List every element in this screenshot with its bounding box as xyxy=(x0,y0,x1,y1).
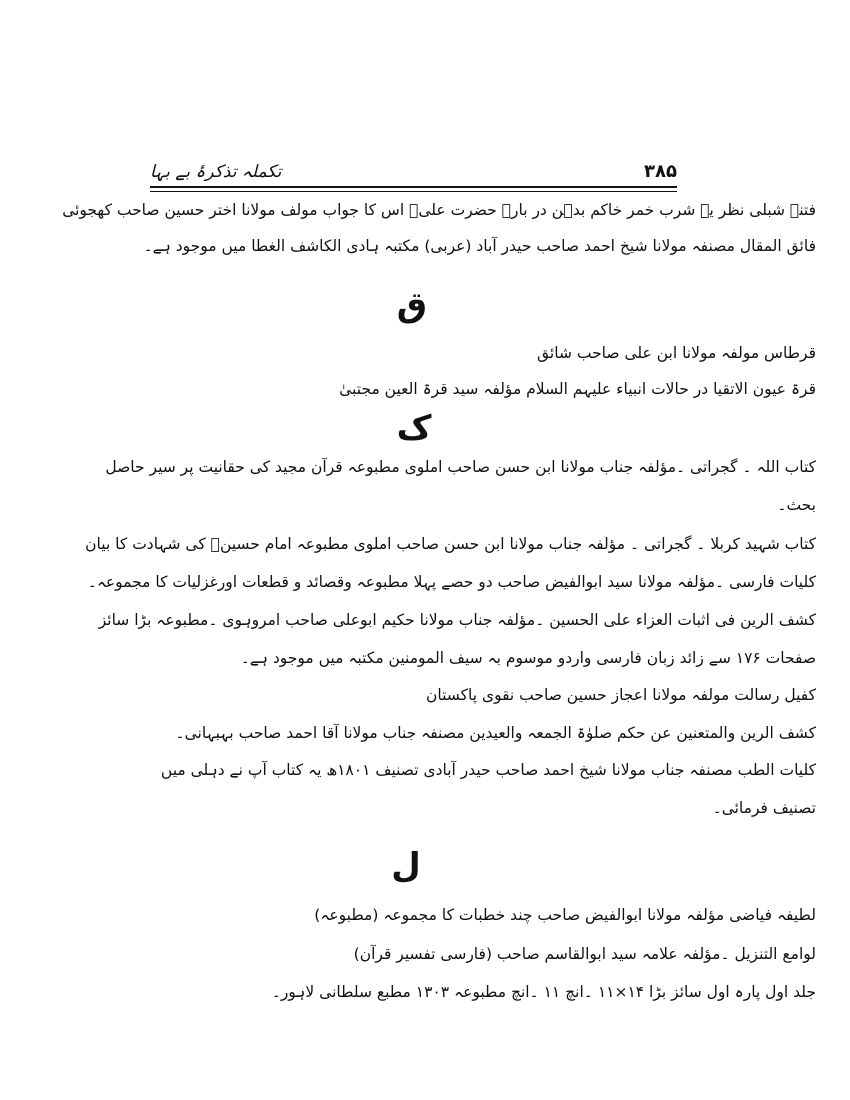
text-line: قرۃ عیون الاتقیا در حالات انبیاء علیہم السلام مؤلفہ سید قرۃ العین مجتبیٰ xyxy=(339,380,816,398)
text-line: لوامع التنزیل ۔مؤلفہ علامہ سید ابوالقاسم صاحب (فارسی تفسیر قرآن) xyxy=(353,945,816,963)
section-letter-kaf: ک xyxy=(396,408,432,448)
running-title: تکملہ تذکرۂ بے بہا xyxy=(150,162,282,182)
section-letter-lam: ل xyxy=(391,846,421,886)
page-number: ۳۸۵ xyxy=(644,161,677,182)
text-line: کتاب شہید کربلا ۔ گجراتی ۔ مؤلفہ جناب مولانا ابن حسن صاحب املوی مطبوعہ امام حسینؑ کی شہادت کا بیان xyxy=(85,535,816,553)
text-line: فائق المقال مصنفہ مولانا شیخ احمد صاحب حیدر آباد (عربی) مکتبہ ہادی الکاشف الغطا میں موجود ہے۔ xyxy=(143,237,816,255)
header-rule-thick xyxy=(150,186,677,188)
text-line: کلیات فارسی ۔مؤلفہ مولانا سید ابوالفیض صاحب دو حصے پہلا مطبوعہ وقصائد و قطعات اورغزلیات کا مجموعہ۔ xyxy=(87,573,816,591)
text-line: کفیل رسالت مولفہ مولانا اعجاز حسین صاحب نقوی پاکستان xyxy=(426,686,816,704)
text-line: لطیفہ فیاضی مؤلفہ مولانا ابوالفیض صاحب چند خطبات کا مجموعہ (مطبوعہ) xyxy=(314,906,816,924)
text-line: بحث۔ xyxy=(777,496,816,514)
text-line: کلیات الطب مصنفہ جناب مولانا شیخ احمد صاحب حیدر آبادی تصنیف ۱۸۰۱ھ یہ کتاب آپ نے دہلی میں xyxy=(160,761,816,779)
text-line: کشف الرین والمتعنین عن حکم صلوٰۃ الجمعہ والعیدین مصنفہ جناب مولانا آقا احمد صاحب بہبہانی۔ xyxy=(175,724,816,742)
text-line: جلد اول پارہ اول سائز بڑا ۱۴×۱۱ ۔انچ ۱۱ ۔انچ مطبوعہ ۱۳۰۳ مطبع سلطانی لاہور۔ xyxy=(271,983,816,1001)
text-line: تصنیف فرمائی۔ xyxy=(712,799,816,817)
text-line: کتاب اللہ ۔ گجراتی ۔مؤلفہ جناب مولانا ابن حسن صاحب املوی مطبوعہ قرآن مجید کی حقانیت پر سیر حاصل xyxy=(105,458,816,476)
header-rule-thin xyxy=(150,191,677,192)
text-line: صفحات ۱۷۶ سے زائد زبان فارسی واردو موسوم بہ سیف المومنین مکتبہ میں موجود ہے۔ xyxy=(240,649,816,667)
section-letter-qaf: ق xyxy=(396,285,428,325)
text-line: فتنۂ شبلی نظر یہ شرب خمر خاکم بدہن در بارۂ حضرت علیؑ اس کا جواب مولف مولانا اختر حسین صاحب کھجوئی xyxy=(62,201,816,219)
page-header xyxy=(150,155,677,189)
text-line: کشف الرین فی اثبات العزاء علی الحسین ۔مؤلفہ جناب مولانا حکیم ابوعلی صاحب امروہوی ۔مطبوعہ بڑا سائز xyxy=(98,611,816,629)
text-line: قرطاس مولفہ مولانا ابن علی صاحب شائق xyxy=(537,344,816,362)
